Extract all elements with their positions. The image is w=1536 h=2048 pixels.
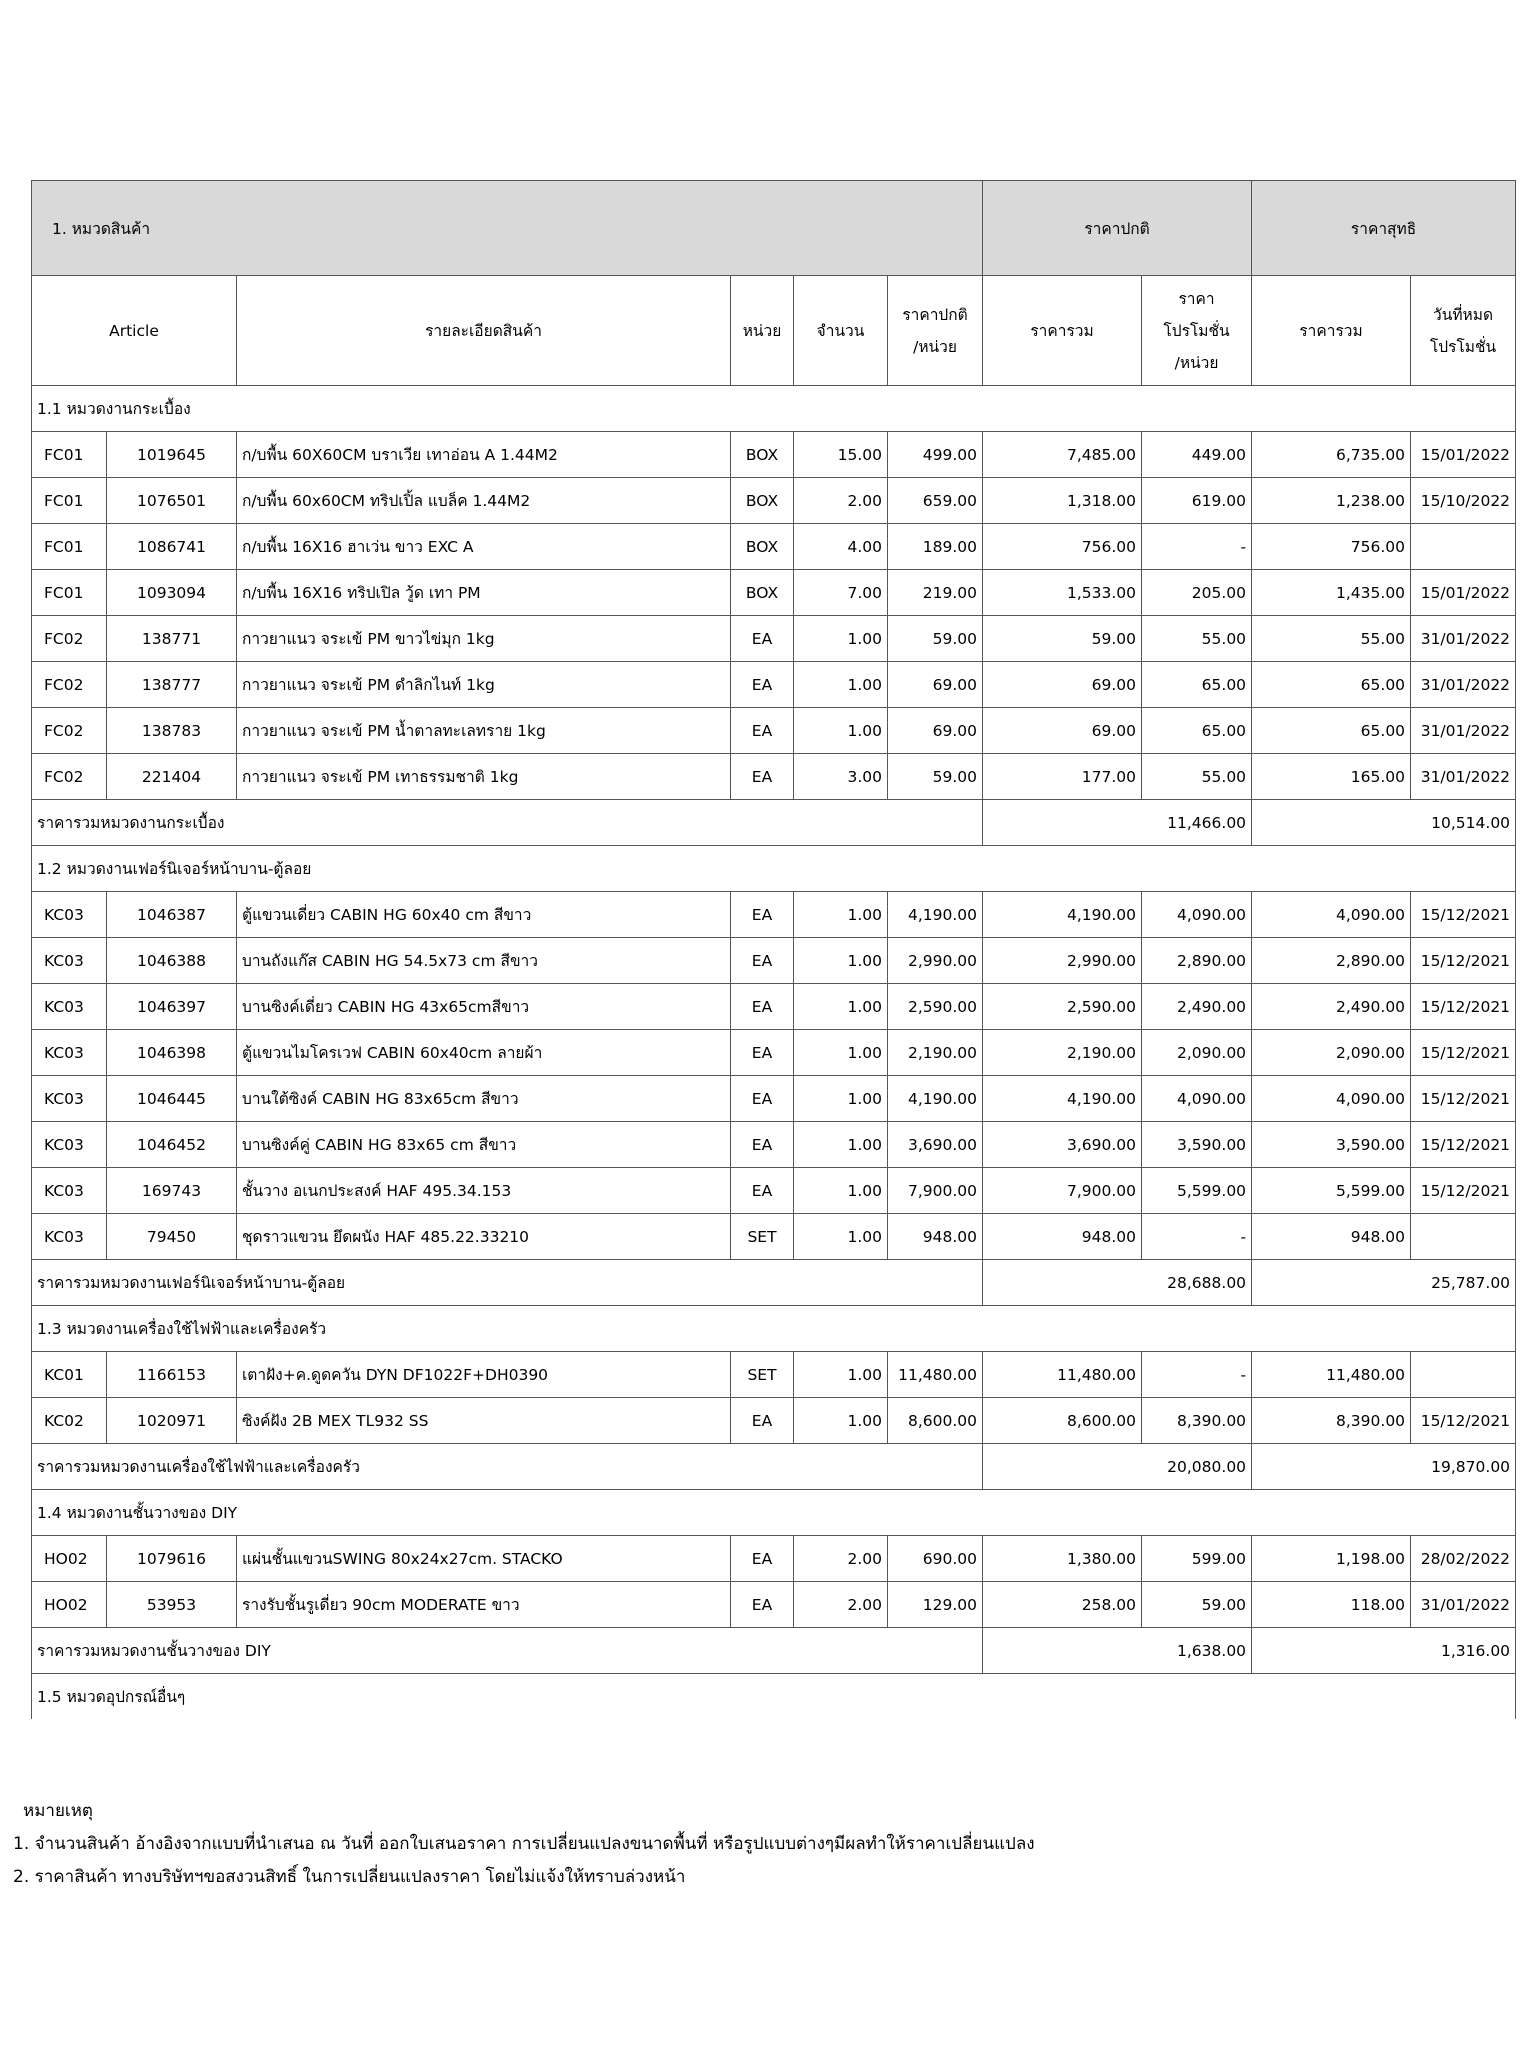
item-total-regular: 7,485.00 [983, 432, 1142, 478]
item-article-code: 1020971 [107, 1398, 237, 1444]
item-description: ชุดราวแขวน ยึดผนัง HAF 485.22.33210 [237, 1214, 731, 1260]
note-line-2: 2. ราคาสินค้า ทางบริษัทฯขอสงวนสิทธิ์ ในการเปลี่ยนแปลงราคา โดยไม่แจ้งให้ทราบล่วงหน้า [13, 1867, 686, 1887]
col-total-net: ราคารวม [1252, 276, 1411, 386]
item-unit-price: 2,590.00 [888, 984, 983, 1030]
table-row [32, 1352, 1516, 1398]
subtotal-regular: 11,466.00 [983, 800, 1252, 846]
item-quantity: 1.00 [794, 1122, 888, 1168]
item-unit: EA [731, 754, 794, 800]
item-promo-price: 55.00 [1142, 616, 1252, 662]
item-unit: BOX [731, 432, 794, 478]
item-description: รางรับชั้นรูเดี่ยว 90cm MODERATE ขาว [237, 1582, 731, 1628]
category-header-row [32, 181, 1516, 276]
item-total-regular: 59.00 [983, 616, 1142, 662]
item-article-code: 1086741 [107, 524, 237, 570]
item-promo-price: 205.00 [1142, 570, 1252, 616]
item-quantity: 3.00 [794, 754, 888, 800]
item-total-regular: 258.00 [983, 1582, 1142, 1628]
item-promo-price: 65.00 [1142, 662, 1252, 708]
item-article-code: 138783 [107, 708, 237, 754]
table-row [32, 1168, 1516, 1214]
col-promo-end-line1: วันที่หมด [1433, 305, 1494, 324]
item-article-code: 138771 [107, 616, 237, 662]
item-promo-end-date [1411, 1352, 1516, 1398]
item-quantity: 2.00 [794, 1582, 888, 1628]
col-unit: หน่วย [731, 276, 794, 386]
item-article-code: 1046387 [107, 892, 237, 938]
item-unit-price: 948.00 [888, 1214, 983, 1260]
item-total-net: 1,198.00 [1252, 1536, 1411, 1582]
section-title: 1.5 หมวดอุปกรณ์อื่นๆ [32, 1674, 1516, 1720]
col-promo-end [1411, 276, 1516, 386]
item-quantity: 1.00 [794, 1076, 888, 1122]
item-quantity: 1.00 [794, 1168, 888, 1214]
item-group: KC03 [32, 1076, 107, 1122]
item-promo-end-date: 15/12/2021 [1411, 984, 1516, 1030]
item-unit-price: 59.00 [888, 616, 983, 662]
item-article-code: 169743 [107, 1168, 237, 1214]
col-promo-price-line3: /หน่วย [1174, 353, 1219, 372]
section-header-row [32, 1490, 1516, 1536]
item-promo-price: 55.00 [1142, 754, 1252, 800]
item-group: KC03 [32, 938, 107, 984]
item-unit-price: 11,480.00 [888, 1352, 983, 1398]
item-promo-end-date: 31/01/2022 [1411, 754, 1516, 800]
table-row [32, 524, 1516, 570]
subtotal-label: ราคารวมหมวดงานเครื่องใช้ไฟฟ้าและเครื่องครัว [32, 1444, 983, 1490]
item-quantity: 1.00 [794, 616, 888, 662]
item-promo-end-date [1411, 524, 1516, 570]
item-unit: EA [731, 708, 794, 754]
item-promo-price: - [1142, 1352, 1252, 1398]
item-promo-end-date: 31/01/2022 [1411, 662, 1516, 708]
item-total-net: 1,435.00 [1252, 570, 1411, 616]
item-total-regular: 11,480.00 [983, 1352, 1142, 1398]
item-total-regular: 2,590.00 [983, 984, 1142, 1030]
item-total-regular: 8,600.00 [983, 1398, 1142, 1444]
table-row [32, 432, 1516, 478]
section-header-row [32, 1674, 1516, 1720]
item-unit: EA [731, 1122, 794, 1168]
item-promo-end-date: 15/12/2021 [1411, 938, 1516, 984]
item-unit-price: 8,600.00 [888, 1398, 983, 1444]
item-group: FC02 [32, 708, 107, 754]
item-unit-price: 4,190.00 [888, 1076, 983, 1122]
item-total-net: 11,480.00 [1252, 1352, 1411, 1398]
item-quantity: 7.00 [794, 570, 888, 616]
item-unit-price: 129.00 [888, 1582, 983, 1628]
item-description: บานซิงค์เดี่ยว CABIN HG 43x65cmสีขาว [237, 984, 731, 1030]
item-group: HO02 [32, 1536, 107, 1582]
item-promo-price: - [1142, 1214, 1252, 1260]
item-unit-price: 7,900.00 [888, 1168, 983, 1214]
item-unit-price: 4,190.00 [888, 892, 983, 938]
column-header-row [32, 276, 1516, 386]
item-article-code: 1046398 [107, 1030, 237, 1076]
subtotal-net: 10,514.00 [1252, 800, 1516, 846]
item-promo-end-date: 15/12/2021 [1411, 892, 1516, 938]
section-title: 1.3 หมวดงานเครื่องใช้ไฟฟ้าและเครื่องครัว [32, 1306, 1516, 1352]
table-row [32, 1030, 1516, 1076]
item-unit-price: 3,690.00 [888, 1122, 983, 1168]
item-total-regular: 1,380.00 [983, 1536, 1142, 1582]
table-row [32, 938, 1516, 984]
item-promo-price: 2,890.00 [1142, 938, 1252, 984]
item-unit: BOX [731, 524, 794, 570]
item-unit: EA [731, 616, 794, 662]
item-article-code: 1046452 [107, 1122, 237, 1168]
notes-block [13, 1795, 1035, 1894]
item-description: บานใต้ซิงค์ CABIN HG 83x65cm สีขาว [237, 1076, 731, 1122]
item-article-code: 1079616 [107, 1536, 237, 1582]
item-group: FC02 [32, 662, 107, 708]
item-promo-end-date: 15/12/2021 [1411, 1398, 1516, 1444]
item-group: KC03 [32, 1122, 107, 1168]
item-unit: EA [731, 1076, 794, 1122]
item-group: KC03 [32, 892, 107, 938]
item-total-net: 165.00 [1252, 754, 1411, 800]
item-group: FC01 [32, 478, 107, 524]
item-group: KC01 [32, 1352, 107, 1398]
item-quantity: 2.00 [794, 1536, 888, 1582]
item-description: ก/บพื้น 60X60CM บราเวีย เทาอ่อน A 1.44M2 [237, 432, 731, 478]
item-unit: EA [731, 1398, 794, 1444]
item-quantity: 1.00 [794, 708, 888, 754]
category-title: 1. หมวดสินค้า [32, 181, 983, 276]
item-unit: BOX [731, 478, 794, 524]
item-promo-price: - [1142, 524, 1252, 570]
item-total-regular: 2,190.00 [983, 1030, 1142, 1076]
section-header-row [32, 1306, 1516, 1352]
item-group: KC03 [32, 1030, 107, 1076]
item-promo-price: 59.00 [1142, 1582, 1252, 1628]
item-quantity: 2.00 [794, 478, 888, 524]
item-promo-price: 2,090.00 [1142, 1030, 1252, 1076]
item-description: ตู้แขวนเดี่ยว CABIN HG 60x40 cm สีขาว [237, 892, 731, 938]
section-title: 1.1 หมวดงานกระเบื้อง [32, 386, 1516, 432]
item-promo-end-date: 15/12/2021 [1411, 1168, 1516, 1214]
item-article-code: 1076501 [107, 478, 237, 524]
subtotal-net: 1,316.00 [1252, 1628, 1516, 1674]
section-subtotal-row [32, 1444, 1516, 1490]
item-group: FC01 [32, 432, 107, 478]
col-unit-price [888, 276, 983, 386]
item-total-net: 118.00 [1252, 1582, 1411, 1628]
item-quantity: 4.00 [794, 524, 888, 570]
subtotal-net: 25,787.00 [1252, 1260, 1516, 1306]
item-unit-price: 219.00 [888, 570, 983, 616]
item-description: เตาฝัง+ค.ดูดควัน DYN DF1022F+DH0390 [237, 1352, 731, 1398]
item-article-code: 1166153 [107, 1352, 237, 1398]
item-description: ก/บพื้น 16X16 ฮาเว่น ขาว EXC A [237, 524, 731, 570]
item-total-net: 3,590.00 [1252, 1122, 1411, 1168]
item-promo-end-date: 15/01/2022 [1411, 570, 1516, 616]
item-promo-price: 449.00 [1142, 432, 1252, 478]
item-unit-price: 659.00 [888, 478, 983, 524]
item-description: ก/บพื้น 16X16 ทริปเปิล วู้ด เทา PM [237, 570, 731, 616]
item-quantity: 1.00 [794, 1398, 888, 1444]
item-total-net: 55.00 [1252, 616, 1411, 662]
col-total-regular: ราคารวม [983, 276, 1142, 386]
item-promo-end-date: 28/02/2022 [1411, 1536, 1516, 1582]
col-description: รายละเอียดสินค้า [237, 276, 731, 386]
section-subtotal-row [32, 1628, 1516, 1674]
note-line-1: 1. จำนวนสินค้า อ้างอิงจากแบบที่นำเสนอ ณ วันที่ ออกใบเสนอราคา การเปลี่ยนแปลงขนาดพื้นที่ หรือรูปแบบต่างๆมีผลทำให้ราคาเปลี่ยนแปลง [13, 1834, 1035, 1854]
item-unit: BOX [731, 570, 794, 616]
item-unit-price: 59.00 [888, 754, 983, 800]
item-promo-end-date: 31/01/2022 [1411, 1582, 1516, 1628]
item-group: KC03 [32, 1168, 107, 1214]
item-article-code: 79450 [107, 1214, 237, 1260]
item-group: KC03 [32, 1214, 107, 1260]
table-row [32, 754, 1516, 800]
table-row [32, 662, 1516, 708]
col-article: Article [32, 276, 237, 386]
item-article-code: 1019645 [107, 432, 237, 478]
item-description: บานซิงค์คู่ CABIN HG 83x65 cm สีขาว [237, 1122, 731, 1168]
item-article-code: 1046388 [107, 938, 237, 984]
subtotal-net: 19,870.00 [1252, 1444, 1516, 1490]
item-promo-end-date [1411, 1214, 1516, 1260]
item-total-net: 4,090.00 [1252, 1076, 1411, 1122]
item-promo-price: 2,490.00 [1142, 984, 1252, 1030]
subtotal-label: ราคารวมหมวดงานชั้นวางของ DIY [32, 1628, 983, 1674]
item-total-regular: 69.00 [983, 662, 1142, 708]
item-unit-price: 2,990.00 [888, 938, 983, 984]
item-unit-price: 69.00 [888, 662, 983, 708]
item-unit: EA [731, 984, 794, 1030]
item-promo-price: 65.00 [1142, 708, 1252, 754]
item-promo-end-date: 31/01/2022 [1411, 708, 1516, 754]
item-description: กาวยาแนว จระเข้ PM น้ำตาลทะเลทราย 1kg [237, 708, 731, 754]
item-total-regular: 756.00 [983, 524, 1142, 570]
table-row [32, 1582, 1516, 1628]
item-unit-price: 690.00 [888, 1536, 983, 1582]
item-unit: EA [731, 892, 794, 938]
item-unit: EA [731, 938, 794, 984]
item-description: บานถังแก๊ส CABIN HG 54.5x73 cm สีขาว [237, 938, 731, 984]
item-description: กาวยาแนว จระเข้ PM เทาธรรมชาติ 1kg [237, 754, 731, 800]
table-row [32, 570, 1516, 616]
regular-price-group-header: ราคาปกติ [983, 181, 1252, 276]
item-promo-end-date: 31/01/2022 [1411, 616, 1516, 662]
item-group: FC02 [32, 754, 107, 800]
item-total-net: 8,390.00 [1252, 1398, 1411, 1444]
item-total-net: 6,735.00 [1252, 432, 1411, 478]
item-total-net: 2,890.00 [1252, 938, 1411, 984]
item-promo-price: 4,090.00 [1142, 892, 1252, 938]
item-total-regular: 2,990.00 [983, 938, 1142, 984]
item-quantity: 15.00 [794, 432, 888, 478]
item-unit: EA [731, 662, 794, 708]
item-total-net: 756.00 [1252, 524, 1411, 570]
table-row [32, 1536, 1516, 1582]
item-group: HO02 [32, 1582, 107, 1628]
subtotal-label: ราคารวมหมวดงานกระเบื้อง [32, 800, 983, 846]
item-unit-price: 2,190.00 [888, 1030, 983, 1076]
item-description: กาวยาแนว จระเข้ PM ขาวไข่มุก 1kg [237, 616, 731, 662]
section-subtotal-row [32, 800, 1516, 846]
item-unit-price: 189.00 [888, 524, 983, 570]
item-total-net: 65.00 [1252, 708, 1411, 754]
section-subtotal-row [32, 1260, 1516, 1306]
table-row [32, 984, 1516, 1030]
item-total-regular: 7,900.00 [983, 1168, 1142, 1214]
item-total-net: 5,599.00 [1252, 1168, 1411, 1214]
table-row [32, 1076, 1516, 1122]
item-group: FC01 [32, 570, 107, 616]
item-total-net: 65.00 [1252, 662, 1411, 708]
item-description: ตู้แขวนไมโครเวฟ CABIN 60x40cm ลายผ้า [237, 1030, 731, 1076]
item-total-regular: 3,690.00 [983, 1122, 1142, 1168]
item-total-regular: 1,533.00 [983, 570, 1142, 616]
item-total-regular: 4,190.00 [983, 892, 1142, 938]
item-group: KC02 [32, 1398, 107, 1444]
item-article-code: 1046397 [107, 984, 237, 1030]
table-row [32, 1398, 1516, 1444]
section-header-row [32, 846, 1516, 892]
section-title: 1.4 หมวดงานชั้นวางของ DIY [32, 1490, 1516, 1536]
col-promo-end-line2: โปรโมชั่น [1429, 337, 1497, 356]
item-promo-end-date: 15/01/2022 [1411, 432, 1516, 478]
item-article-code: 1093094 [107, 570, 237, 616]
item-total-net: 1,238.00 [1252, 478, 1411, 524]
section-header-row [32, 386, 1516, 432]
item-unit: EA [731, 1536, 794, 1582]
item-total-regular: 1,318.00 [983, 478, 1142, 524]
subtotal-label: ราคารวมหมวดงานเฟอร์นิเจอร์หน้าบาน-ตู้ลอย [32, 1260, 983, 1306]
item-unit: EA [731, 1030, 794, 1076]
item-promo-end-date: 15/12/2021 [1411, 1076, 1516, 1122]
item-total-net: 2,490.00 [1252, 984, 1411, 1030]
item-promo-end-date: 15/12/2021 [1411, 1122, 1516, 1168]
item-description: ชั้นวาง อเนกประสงค์ HAF 495.34.153 [237, 1168, 731, 1214]
notes-title: หมายเหตุ [23, 1801, 93, 1821]
table-row [32, 616, 1516, 662]
item-description: แผ่นชั้นแขวนSWING 80x24x27cm. STACKO [237, 1536, 731, 1582]
item-promo-price: 8,390.00 [1142, 1398, 1252, 1444]
item-quantity: 1.00 [794, 984, 888, 1030]
item-quantity: 1.00 [794, 1214, 888, 1260]
item-article-code: 138777 [107, 662, 237, 708]
item-total-net: 2,090.00 [1252, 1030, 1411, 1076]
item-promo-price: 599.00 [1142, 1536, 1252, 1582]
subtotal-regular: 28,688.00 [983, 1260, 1252, 1306]
item-unit-price: 499.00 [888, 432, 983, 478]
col-promo-price-line2: โปรโมชั่น [1163, 321, 1230, 340]
item-total-regular: 4,190.00 [983, 1076, 1142, 1122]
table-row [32, 1122, 1516, 1168]
item-description: ก/บพื้น 60x60CM ทริปเปิ้ล แบล็ค 1.44M2 [237, 478, 731, 524]
item-quantity: 1.00 [794, 892, 888, 938]
subtotal-regular: 20,080.00 [983, 1444, 1252, 1490]
item-article-code: 53953 [107, 1582, 237, 1628]
table-row [32, 708, 1516, 754]
item-quantity: 1.00 [794, 938, 888, 984]
item-group: FC02 [32, 616, 107, 662]
table-row [32, 892, 1516, 938]
item-description: ซิงค์ฝัง 2B MEX TL932 SS [237, 1398, 731, 1444]
item-total-net: 4,090.00 [1252, 892, 1411, 938]
item-quantity: 1.00 [794, 1352, 888, 1398]
item-promo-price: 619.00 [1142, 478, 1252, 524]
item-total-regular: 69.00 [983, 708, 1142, 754]
item-unit: SET [731, 1214, 794, 1260]
item-group: FC01 [32, 524, 107, 570]
item-unit: EA [731, 1582, 794, 1628]
item-promo-end-date: 15/12/2021 [1411, 1030, 1516, 1076]
item-quantity: 1.00 [794, 1030, 888, 1076]
item-promo-price: 5,599.00 [1142, 1168, 1252, 1214]
item-unit-price: 69.00 [888, 708, 983, 754]
subtotal-regular: 1,638.00 [983, 1628, 1252, 1674]
item-group: KC03 [32, 984, 107, 1030]
col-unit-price-line2: /หน่วย [913, 337, 957, 356]
item-promo-price: 4,090.00 [1142, 1076, 1252, 1122]
item-description: กาวยาแนว จระเข้ PM ดำลิกไนท์ 1kg [237, 662, 731, 708]
item-article-code: 221404 [107, 754, 237, 800]
quotation-table [31, 180, 1516, 1719]
item-promo-price: 3,590.00 [1142, 1122, 1252, 1168]
item-quantity: 1.00 [794, 662, 888, 708]
table-row [32, 478, 1516, 524]
item-total-regular: 177.00 [983, 754, 1142, 800]
item-article-code: 1046445 [107, 1076, 237, 1122]
section-title: 1.2 หมวดงานเฟอร์นิเจอร์หน้าบาน-ตู้ลอย [32, 846, 1516, 892]
item-unit: EA [731, 1168, 794, 1214]
item-promo-end-date: 15/10/2022 [1411, 478, 1516, 524]
col-unit-price-line1: ราคาปกติ [902, 305, 968, 324]
col-promo-price-line1: ราคา [1178, 289, 1215, 308]
item-unit: SET [731, 1352, 794, 1398]
item-total-net: 948.00 [1252, 1214, 1411, 1260]
net-price-group-header: ราคาสุทธิ [1252, 181, 1516, 276]
col-promo-price [1142, 276, 1252, 386]
col-quantity: จำนวน [794, 276, 888, 386]
item-total-regular: 948.00 [983, 1214, 1142, 1260]
table-row [32, 1214, 1516, 1260]
